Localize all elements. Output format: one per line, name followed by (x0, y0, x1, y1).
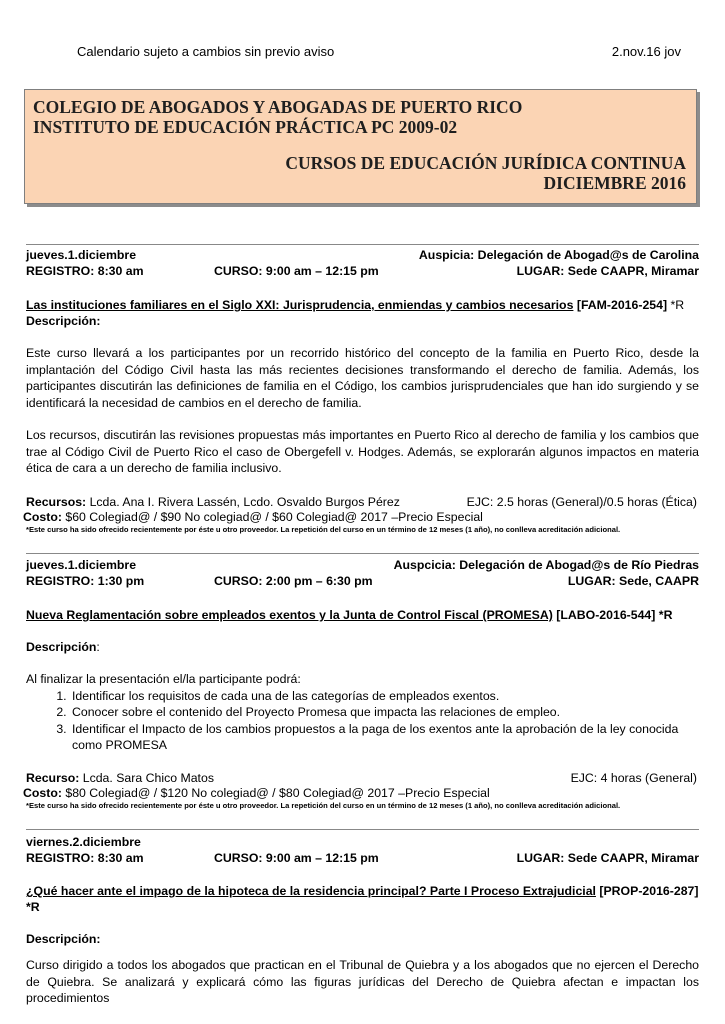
description-paragraph: Curso dirigido a todos los abogados que practican en el Tribunal de Quiebra y a los abogados que no ejercen el Derecho de Quiebra. Se analizará y explicará cómo las figuras jurídicas del Derecho de Quiebra afectan e impactan los procedimientos (26, 958, 699, 1005)
ejc-hours: EJC: 4 horas (General) (570, 770, 697, 785)
resources-label: Recurso: (26, 770, 80, 785)
list-item: 1. Identificar los requisitos de cada una de las categorías de empleados exentos. (70, 688, 699, 705)
list-item: 3. Identificar el Impacto de los cambios propuestos a la paga de los exentos ante la aprobación de la ley conocida como PROMESA (70, 721, 699, 754)
revision-date: 2.nov.16 jov (611, 44, 681, 59)
institute-name: INSTITUTO DE EDUCACIÓN PRÁCTICA PC 2009-02 (33, 117, 458, 137)
resources-label: Recursos: (26, 494, 87, 509)
course-location: LUGAR: Sede, CAAPR (567, 574, 699, 588)
page-header-line (77, 44, 681, 59)
course-date: jueves.1.diciembre (26, 248, 137, 262)
repeat-mark: *R (670, 298, 685, 312)
course-section-1 (23, 244, 699, 535)
course-code: [LABO-2016-544] (556, 608, 656, 622)
repeat-mark: *R (658, 608, 673, 622)
description-colon: : (96, 640, 100, 654)
course-title-line (26, 297, 699, 313)
org-name: COLEGIO DE ABOGADOS Y ABOGADAS DE PUERTO RICO (33, 97, 523, 117)
description-label: Descripción: (26, 932, 101, 946)
description-paragraph: Este curso llevará a los participantes por un recorrido histórico del concepto de la familia en Puerto Rico, desde la implantación del Código Civil hasta las más recientes decisiones transformando el derecho de familia. Además, los participantes discutirán las definiciones de familia en el Código, los cambios jurisprudenciales que han ido surgiendo y se identificará la necesidad de cambios en el derecho de familia. (26, 346, 699, 410)
course-time: CURSO: 2:00 pm – 6:30 pm (214, 574, 373, 588)
course-time: CURSO: 9:00 am – 12:15 pm (214, 264, 379, 278)
program-title: CURSOS DE EDUCACIÓN JURÍDICA CONTINUA (285, 153, 686, 173)
course-time: CURSO: 9:00 am – 12:15 pm (214, 851, 379, 865)
description-label: Descripción: (26, 314, 101, 328)
month-title: DICIEMBRE 2016 (543, 173, 686, 193)
ejc-hours: EJC: 2.5 horas (General)/0.5 horas (Ética) (466, 494, 697, 509)
calendar-notice: Calendario sujeto a cambios sin previo aviso (77, 44, 335, 59)
cost-value: $60 Colegiad@ / $90 No colegiad@ / $60 Colegiad@ 2017 –Precio Especial (65, 509, 483, 524)
registration-time: REGISTRO: 1:30 pm (26, 574, 145, 588)
resources-names: Lcda. Ana I. Rivera Lassén, Lcdo. Osvaldo Burgos Pérez (89, 494, 400, 509)
course-code: [FAM-2016-254] (576, 298, 668, 312)
registration-time: REGISTRO: 8:30 am (26, 851, 144, 865)
course-section-2 (23, 553, 699, 811)
title-banner (24, 89, 697, 204)
repeat-note: *Este curso ha sido ofrecido recientemente por éste u otro proveedor. La repetición del curso en un término de 12 meses (1 año), no conlleva acreditación adicional. (26, 524, 621, 534)
cost-value: $80 Colegiad@ / $120 No colegiad@ / $80 Colegiad@ 2017 –Precio Especial (65, 785, 490, 800)
course-title-line (26, 883, 699, 915)
resources-names: Lcda. Sara Chico Matos (82, 770, 214, 785)
course-date: viernes.2.diciembre (26, 835, 141, 849)
course-sponsor: Auspcicia: Delegación de Abogad@s de Río Piedras (393, 558, 699, 572)
course-code: [PROP-2016-287] (599, 884, 699, 898)
course-location: LUGAR: Sede CAAPR, Miramar (516, 851, 699, 865)
list-item: 2. Conocer sobre el contenido del Proyecto Promesa que impacta las relaciones de empleo. (70, 704, 699, 721)
course-title: Las instituciones familiares en el Siglo XXI: Jurisprudencia, enmiendas y cambios necesarios (26, 298, 574, 312)
course-title: Nueva Reglamentación sobre empleados exentos y la Junta de Control Fiscal (PROMESA) (26, 608, 553, 622)
course-sponsor: Auspicia: Delegación de Abogad@s de Carolina (418, 248, 699, 262)
cost-label: Costo: (23, 785, 62, 800)
description-label: Descripción (26, 640, 97, 654)
objectives-intro: Al finalizar la presentación el/la participante podrá: (26, 672, 301, 686)
course-date: jueves.1.diciembre (26, 558, 137, 572)
cost-label: Costo: (23, 509, 62, 524)
repeat-note: *Este curso ha sido ofrecido recientemente por éste u otro proveedor. La repetición del curso en un término de 12 meses (1 año), no conlleva acreditación adicional. (26, 800, 621, 810)
objectives-list (26, 688, 699, 754)
course-location: LUGAR: Sede CAAPR, Miramar (516, 264, 699, 278)
repeat-mark: *R (26, 900, 40, 914)
course-title: ¿Qué hacer ante el impago de la hipoteca de la residencia principal? Parte I Proceso Extrajudicial (26, 884, 596, 898)
course-section-3 (26, 829, 699, 1007)
registration-time: REGISTRO: 8:30 am (26, 264, 144, 278)
description-paragraph: Los recursos, discutirán las revisiones propuestas más importantes en Puerto Rico al derecho de familia y los cambios que trae al Código Civil de Puerto Rico el caso de Obergefell v. Hodges. Además, se explorarán algunos impactos en materia ética de cara a un derecho de familia inclusivo. (26, 428, 699, 475)
course-title-line (26, 607, 699, 623)
